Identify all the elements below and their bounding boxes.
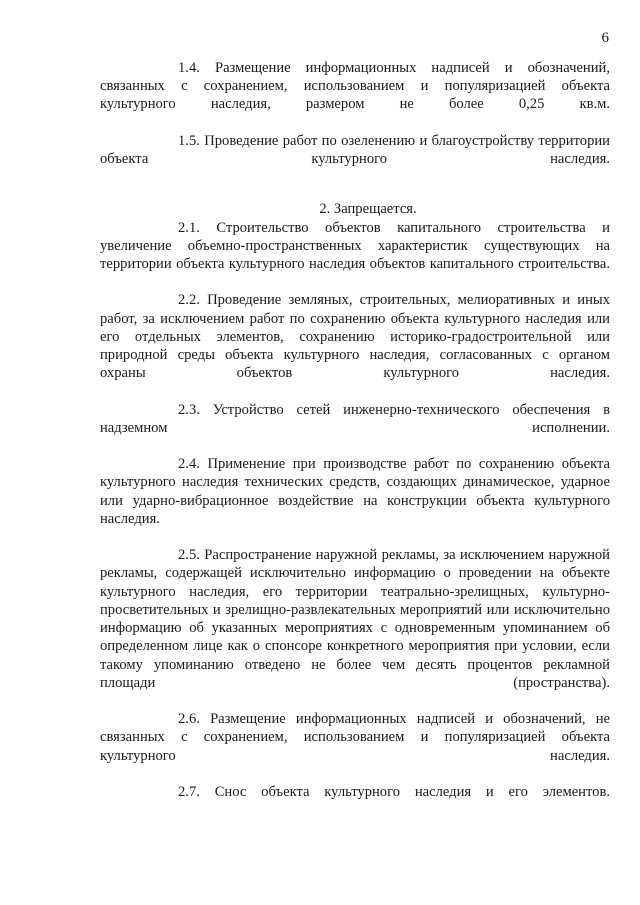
paragraph-2-7 — [100, 783, 610, 819]
paragraph-1-5 — [100, 132, 610, 187]
paragraph-number: 2.2. — [178, 292, 200, 309]
paragraph-number: 2.4. — [178, 456, 200, 473]
paragraph-number: 2.5. — [178, 547, 200, 564]
paragraph-number: 1.5. — [178, 132, 200, 149]
paragraph-2-2 — [100, 291, 610, 400]
paragraph-2-1 — [100, 219, 610, 292]
page-number: 6 — [601, 30, 609, 46]
paragraph-2-5 — [100, 546, 610, 710]
paragraph-2-3 — [100, 401, 610, 456]
paragraph-number: 2.1. — [178, 219, 200, 236]
paragraph-text: Снос объекта культурного наследия и его элементов. — [214, 783, 611, 800]
paragraph-number: 2.7. — [178, 783, 200, 800]
paragraph-text: Размещение информационных надписей и обозначений, не связанных с сохранением, использованием и популяризацией объекта культурного наследия. — [100, 711, 611, 764]
paragraph-number: 1.4. — [178, 60, 200, 76]
paragraph-number: 2.6. — [178, 711, 200, 728]
paragraph-text: Применение при производстве работ по сохранению объекта культурного наследия технических средств, создающих динамическое, ударное или ударно-вибрационное воздействие на конструкции объекта культурного наследия. — [100, 456, 611, 527]
paragraph-number: 2.3. — [178, 401, 200, 418]
paragraph-text: Проведение работ по озеленению и благоустройству территории объекта культурного наследия. — [100, 132, 610, 168]
paragraph-text: Проведение земляных, строительных, мелиоративных и иных работ, за исключением работ по сохранению объекта культурного наследия или его отдельных элементов, сохранению историко-градостроительной или природной среды объекта культурного наследия, согласованных с органом охраны объектов культурного наследия. — [100, 292, 610, 382]
paragraph-text: Размещение информационных надписей и обозначений, связанных с сохранением, использованием и популяризацией объекта культурного наследия, размером не более 0,25 кв.м. — [100, 60, 611, 113]
paragraph-text: Распространение наружной рекламы, за исключением наружной рекламы, содержащей исключительно информацию о проведении на объекте культурного наследия, его территории театрально-зрелищных, культурно-просветительных и зрелищно-развлекательных мероприятий или исключительно информацию об указанных мероприятиях с одновременным упоминанием об определенном лице как о спонсоре конкретного мероприятия при условии, если такому упоминанию отведено не более чем десять процентов рекламной площади (пространства). — [100, 547, 610, 691]
paragraph-2-4 — [100, 455, 610, 546]
section-heading: 2. Запрещается. — [319, 201, 417, 218]
paragraph-text: Строительство объектов капитального строительства и увеличение объемно-пространственных характеристик существующих на территории объекта культурного наследия объектов капитального строительства. — [100, 219, 610, 273]
document-body — [100, 59, 610, 819]
paragraph-2-6 — [100, 710, 610, 783]
paragraph-1-4 — [100, 59, 610, 132]
paragraph-text: Устройство сетей инженерно-технического обеспечения в надземном исполнении. — [100, 401, 610, 436]
